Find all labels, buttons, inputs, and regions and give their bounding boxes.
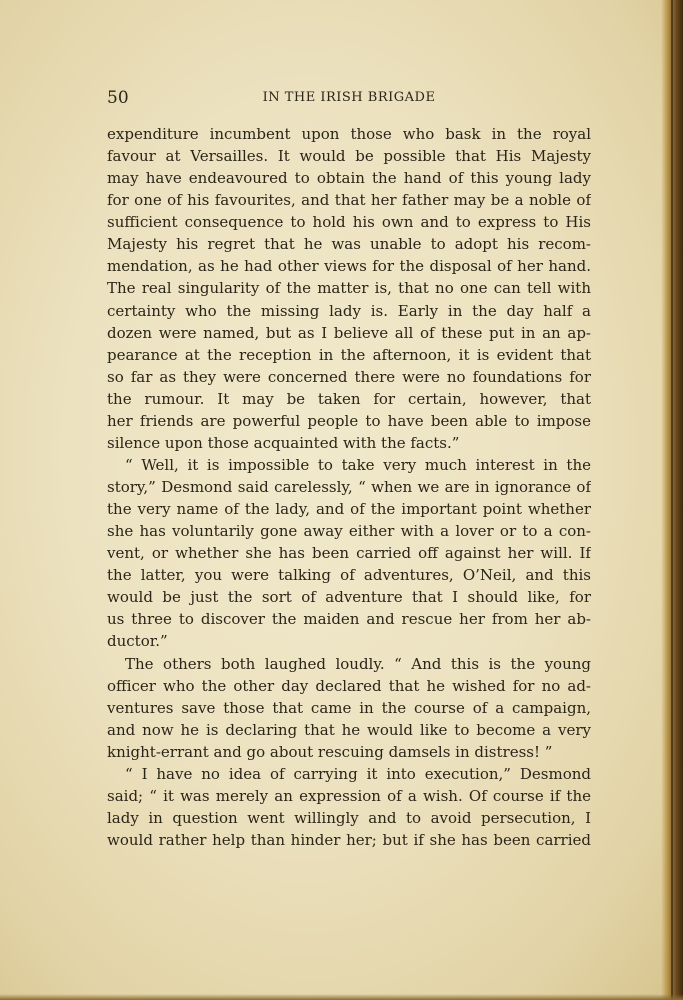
text-line: The others both laughed loudly. “ And this is the young — [125, 654, 591, 673]
page-bottom-edge — [0, 994, 683, 1000]
text-line: Majesty his regret that he was unable to adopt his recom- — [107, 235, 591, 254]
text-line: certainty who the missing lady is. Early in the day half a — [107, 301, 591, 320]
text-line: story,” Desmond said carelessly, “ when we are in ignorance of — [107, 478, 591, 496]
text-line: the rumour. It may be taken for certain, however, that — [107, 389, 591, 408]
text-line: knight-errant and go about rescuing damsels in distress! ” — [107, 742, 553, 761]
page-header — [107, 88, 591, 112]
text-line: for one of his favourites, and that her father may be a noble of — [107, 191, 591, 210]
text-line: The real singularity of the matter is, that no one can tell with — [107, 279, 591, 298]
text-line: pearance at the reception in the afternoon, it is evident that — [107, 345, 591, 364]
text-line: lady in question went willingly and to avoid persecution, I — [107, 808, 591, 827]
text-line: “ Well, it is impossible to take very much interest in the — [125, 455, 591, 474]
text-line: officer who the other day declared that he wished for no ad- — [107, 676, 591, 695]
body-text — [107, 123, 591, 851]
text-line: favour at Versailles. It would be possible that His Majesty — [107, 147, 591, 166]
text-line: us three to discover the maiden and rescue her from her ab- — [107, 610, 591, 629]
text-line: ventures save those that came in the course of a campaign, — [107, 698, 591, 717]
running-head: IN THE IRISH BRIGADE — [262, 90, 436, 105]
text-line: and now he is declaring that he would like to become a very — [107, 720, 591, 739]
text-line: said; “ it was merely an expression of a wish. Of course if the — [107, 786, 591, 805]
text-line: vent, or whether she has been carried off against her will. If — [107, 544, 591, 563]
text-line: would be just the sort of adventure that I should like, for — [107, 588, 591, 607]
text-line: “ I have no idea of carrying it into execution,” Desmond — [125, 764, 591, 783]
text-line: the latter, you were talking of adventures, O’Neil, and this — [107, 566, 591, 585]
text-line: she has voluntarily gone away either with a lover or to a con- — [107, 522, 591, 541]
text-line: would rather help than hinder her; but if she has been carried — [107, 831, 591, 849]
text-line: so far as they were concerned there were no foundations for — [107, 367, 591, 386]
text-line: mendation, as he had other views for the disposal of her hand. — [107, 257, 591, 276]
text-line: expenditure incumbent upon those who bask in the royal — [107, 125, 591, 143]
text-line: sufficient consequence to hold his own and to express to His — [107, 213, 591, 232]
text-line: silence upon those acquainted with the facts.” — [107, 433, 460, 452]
text-line: ductor.” — [107, 632, 168, 651]
text-line: her friends are powerful people to have been able to impose — [107, 411, 591, 430]
text-line: may have endeavoured to obtain the hand of this young lady — [107, 169, 591, 188]
page-number: 50 — [107, 88, 129, 108]
text-line: the very name of the lady, and of the important point whether — [107, 500, 591, 519]
text-line: dozen were named, but as I believe all of these put in an ap- — [107, 323, 591, 342]
book-spine-edge — [671, 0, 673, 1000]
